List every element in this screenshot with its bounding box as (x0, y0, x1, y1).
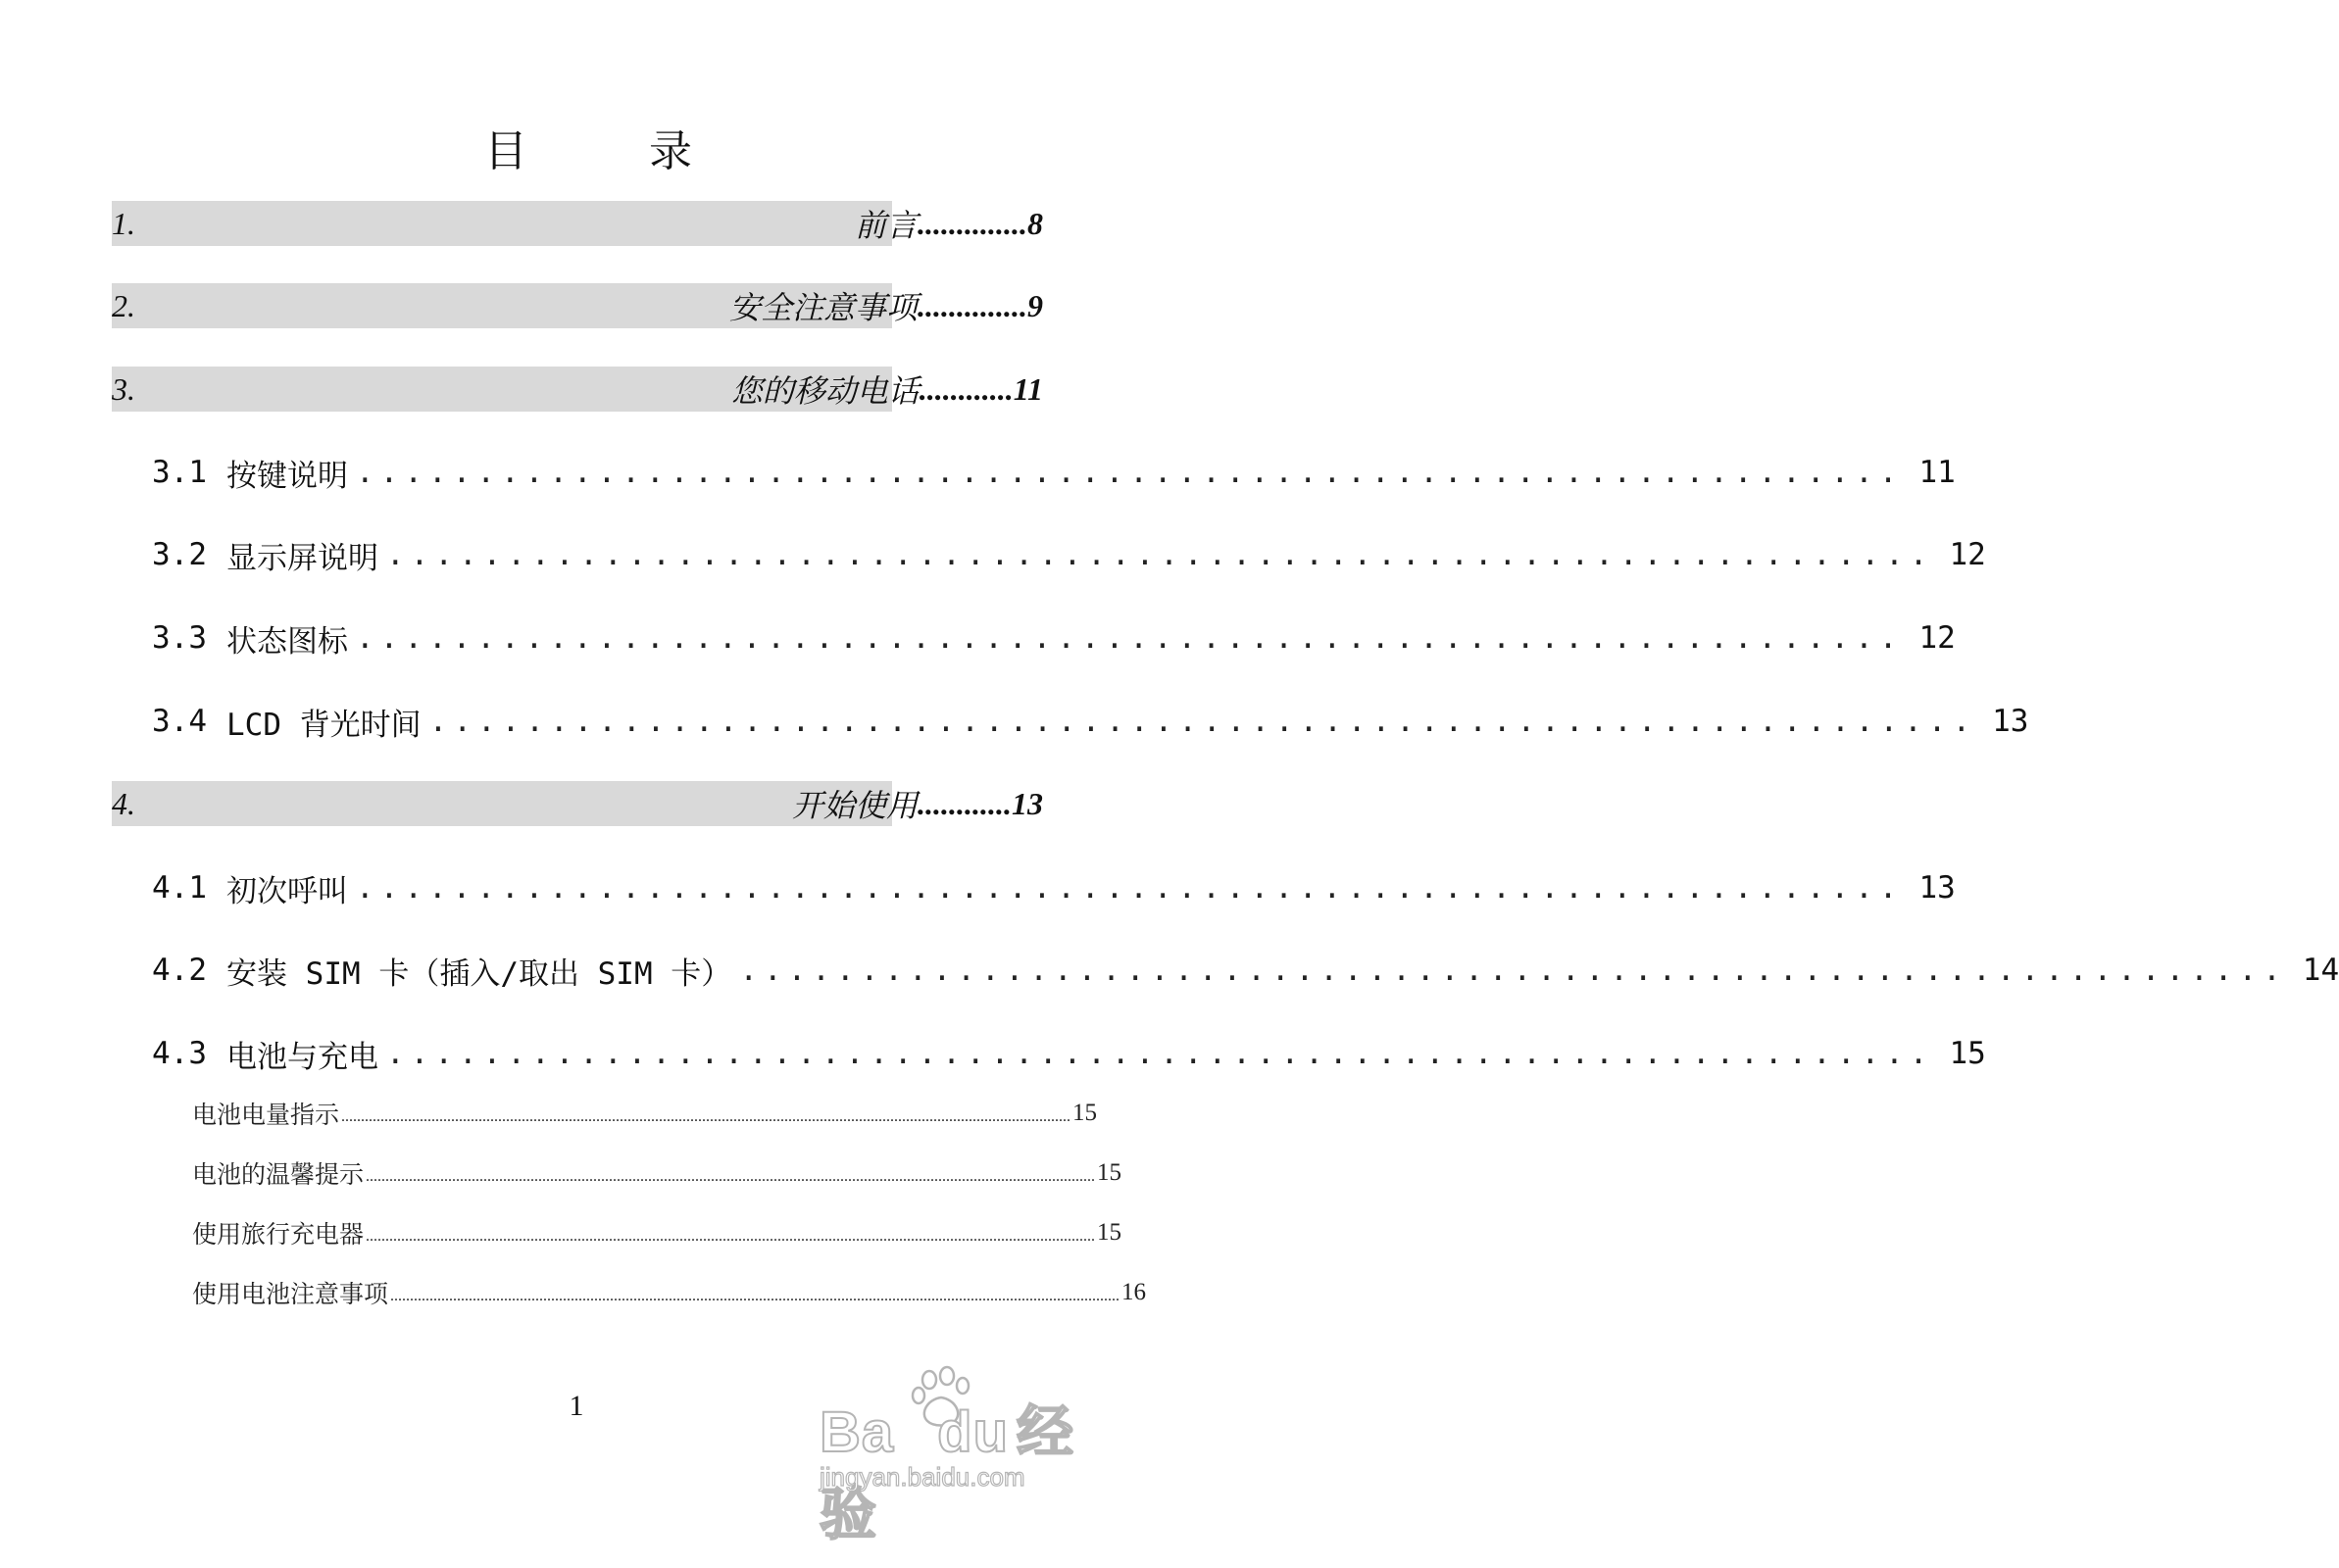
toc-leader: .......................................................................................................................................................................................... (366, 1168, 1096, 1185)
toc-page: 11 (1013, 370, 1043, 407)
toc-leader: .......................................................................................................................................................................................... (366, 1228, 1096, 1245)
toc-page: 12 (1918, 620, 1956, 656)
toc-leader: ................................................................ (356, 455, 1904, 490)
toc-leader: .......................................................................................................................................................................................... (390, 1288, 1120, 1304)
toc-item-battery-level[interactable] (192, 1096, 1098, 1131)
toc-leader: ................................................................ (386, 537, 1934, 572)
watermark-url: jingyan.baidu.com (820, 1462, 1025, 1492)
toc-entry-2[interactable] (112, 283, 1043, 328)
toc-label: 电池与充电 (226, 1039, 378, 1075)
toc-page: 16 (1121, 1279, 1147, 1305)
toc-entry-4[interactable] (112, 781, 1043, 826)
toc-number: 4.2 (152, 953, 207, 988)
toc-entry-3[interactable] (112, 367, 1043, 412)
toc-label: 使用电池注意事项 (192, 1282, 389, 1308)
toc-item-travel-charger[interactable] (192, 1215, 1122, 1250)
toc-page: 15 (1072, 1100, 1098, 1126)
toc-subentry-4-1[interactable] (152, 866, 1956, 909)
toc-page: 13 (1012, 785, 1043, 821)
toc-title: 安全注意事项 (728, 290, 918, 325)
toc-page: 14 (2302, 953, 2339, 988)
toc-label: LCD 背光时间 (226, 707, 422, 743)
toc-leader: ............ (918, 785, 1012, 821)
toc-label: 按键说明 (226, 458, 348, 494)
toc-leader: .............. (918, 287, 1027, 323)
toc-item-battery-tips[interactable] (192, 1155, 1122, 1191)
toc-number: 3.1 (152, 455, 207, 490)
toc-number: 4. (112, 785, 135, 821)
toc-number: 4.1 (152, 870, 207, 906)
toc-title: 开始使用 (791, 788, 918, 823)
toc-number: 3.2 (152, 537, 207, 572)
title-right: 录 (649, 126, 692, 176)
toc-number: 1. (112, 205, 135, 241)
toc-label: 初次呼叫 (226, 873, 348, 909)
toc-subentry-3-1[interactable] (152, 451, 1956, 494)
heading-highlight (112, 781, 892, 826)
toc-number: 3. (112, 370, 135, 407)
page-title (0, 116, 1176, 178)
toc-label: 电池的温馨提示 (192, 1162, 365, 1189)
toc-subentry-4-3[interactable] (152, 1032, 1986, 1075)
toc-leader: .......................................................................................................................................................................................... (341, 1108, 1071, 1125)
baidu-jingyan-watermark (820, 1364, 1094, 1546)
toc-page: 12 (1949, 537, 1986, 572)
toc-subentry-3-3[interactable] (152, 616, 1956, 660)
toc-entry-1[interactable] (112, 201, 1043, 246)
toc-label: 安装 SIM 卡（插入/取出 SIM 卡） (226, 956, 732, 992)
toc-title: 前言 (854, 208, 918, 243)
toc-number: 2. (112, 287, 135, 323)
baidu-logo: Ba du 经验 (820, 1400, 1075, 1546)
toc-leader: ................................................................ (428, 704, 1977, 739)
toc-label: 状态图标 (226, 623, 348, 660)
toc-leader: ................................................................ (356, 620, 1904, 656)
toc-subentry-3-4[interactable] (152, 700, 2029, 743)
toc-page: 13 (1992, 704, 2029, 739)
toc-page: 13 (1918, 870, 1956, 906)
toc-label: 显示屏说明 (226, 540, 378, 576)
toc-title: 您的移动电话 (730, 373, 920, 409)
toc-page: 11 (1918, 455, 1956, 490)
toc-item-battery-notes[interactable] (192, 1275, 1147, 1310)
toc-number: 4.3 (152, 1036, 207, 1071)
toc-label: 电池电量指示 (192, 1102, 340, 1129)
toc-page: 15 (1949, 1036, 1986, 1071)
toc-leader: ............ (919, 370, 1014, 407)
page-number: 1 (569, 1390, 584, 1422)
toc-leader: ................................................................ (386, 1036, 1934, 1071)
toc-leader: ................................................................ (739, 953, 2287, 988)
toc-page: 15 (1097, 1219, 1122, 1246)
toc-subentry-3-2[interactable] (152, 533, 1986, 576)
toc-number: 3.4 (152, 704, 207, 739)
toc-page: 8 (1027, 205, 1043, 241)
toc-subentry-4-2[interactable] (152, 949, 2339, 992)
toc-leader: .............. (918, 205, 1027, 241)
heading-highlight (112, 201, 892, 246)
toc-leader: ................................................................ (356, 870, 1904, 906)
toc-number: 3.3 (152, 620, 207, 656)
toc-label: 使用旅行充电器 (192, 1222, 365, 1249)
toc-page: 15 (1097, 1159, 1122, 1186)
toc-page: 9 (1027, 287, 1043, 323)
title-left: 目 (484, 126, 527, 176)
